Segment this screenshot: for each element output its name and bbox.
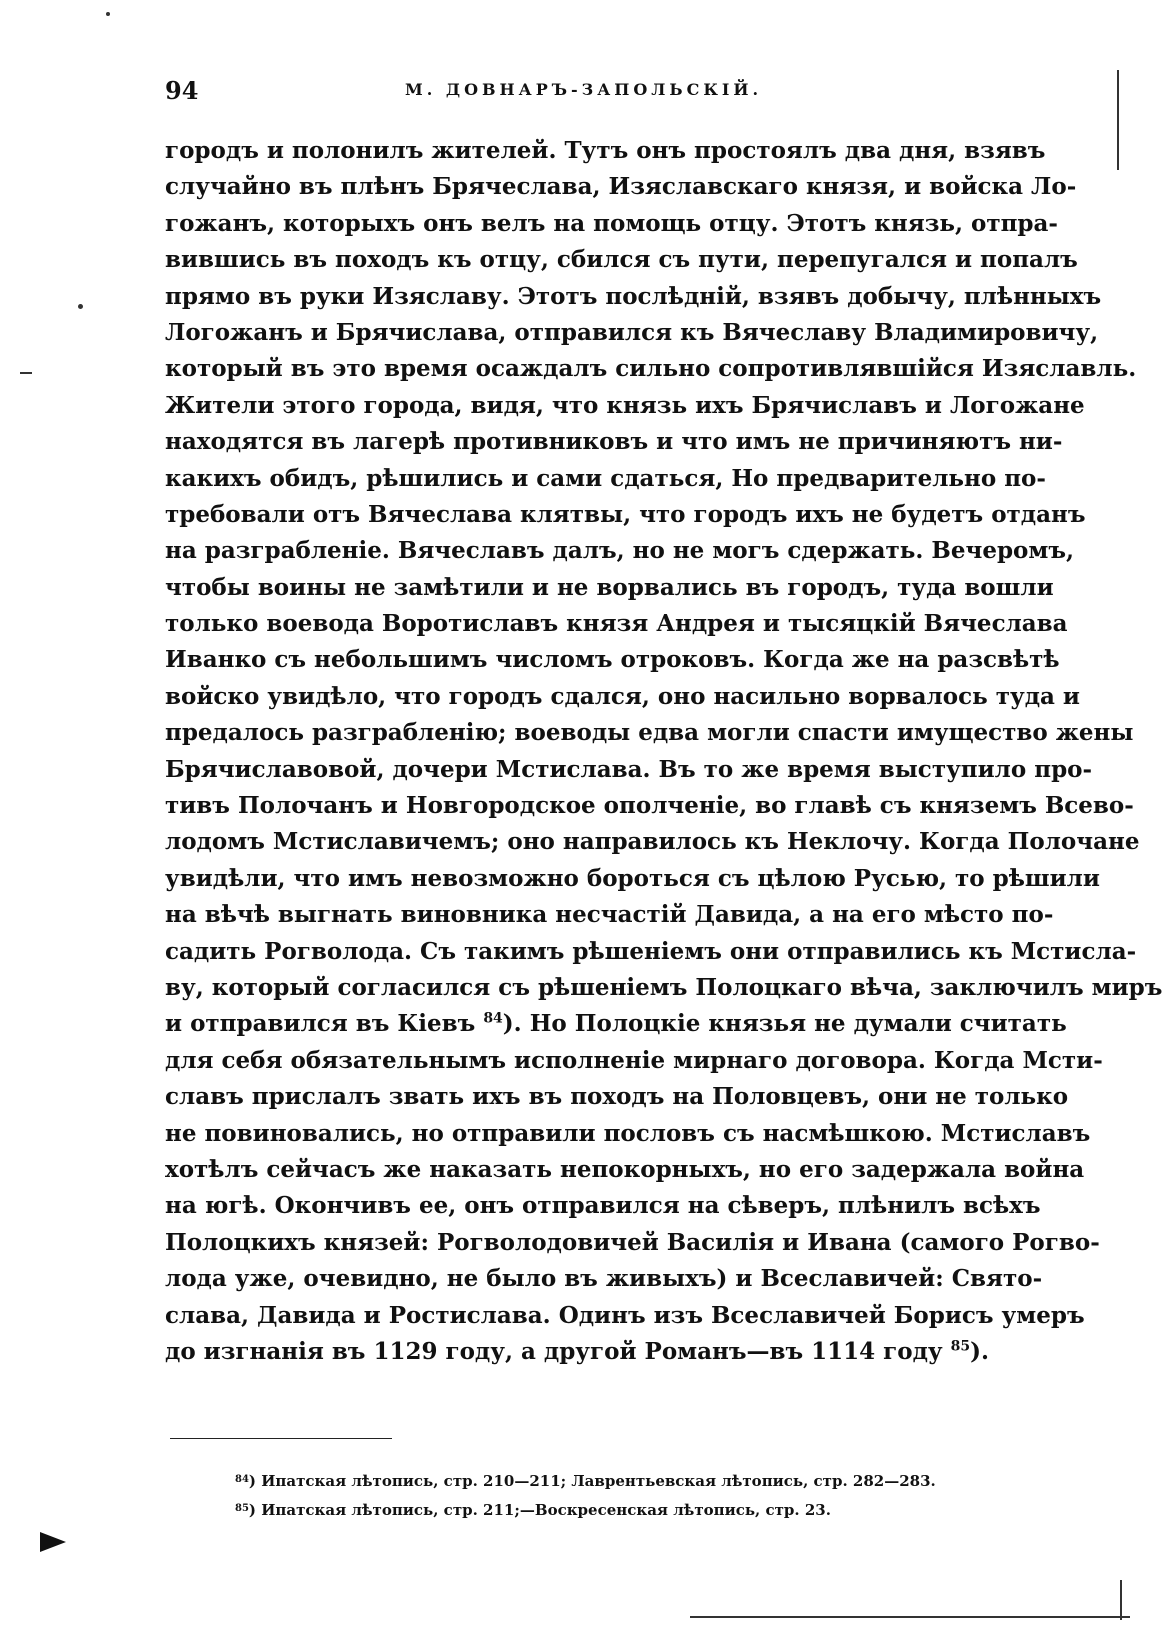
text-line: случайно въ плѣнъ Брячеслава, Изяславскаго князя, и войска Ло- bbox=[165, 173, 1077, 201]
text-line: ву, который согласился съ рѣшенiемъ Полоцкаго вѣча, заключилъ миръ bbox=[165, 973, 1162, 1001]
scan-dot bbox=[106, 12, 110, 16]
text-line: не повиновались, но отправили пословъ съ насмѣшкою. Мстиславъ bbox=[165, 1119, 1091, 1147]
text-line: чтобы воины не замѣтили и не ворвались въ городъ, туда вошли bbox=[165, 573, 1054, 601]
scan-dot bbox=[78, 304, 83, 309]
text-line: находятся въ лагерѣ противниковъ и что имъ не причиняютъ ни- bbox=[165, 428, 1063, 456]
text-line: прямо въ руки Изяславу. Этотъ послѣднiй, взявъ добычу, плѣнныхъ bbox=[165, 282, 1102, 310]
footnote-ref-85: 85 bbox=[950, 1338, 971, 1355]
text-line: для себя обязательнымъ исполненiе мирнаго договора. Когда Мсти- bbox=[165, 1046, 1103, 1074]
footnote-text: ) Ипатская лѣтопись, стр. 210—211; Лаврентьевская лѣтопись, стр. 282—283. bbox=[248, 1472, 936, 1490]
text-line: садить Рогволода. Съ такимъ рѣшенiемъ они отправились къ Мстисла- bbox=[165, 937, 1137, 965]
text-line: Иванко съ небольшимъ числомъ отроковъ. Когда же на разсвѣтѣ bbox=[165, 646, 1060, 674]
scan-margin-line bbox=[1117, 70, 1119, 170]
footnote-divider bbox=[170, 1438, 392, 1439]
text-line-end: ). bbox=[970, 1337, 990, 1365]
text-line: городъ и полонилъ жителей. Тутъ онъ простоялъ два дня, взявъ bbox=[165, 137, 1046, 164]
text-line: на вѣчѣ выгнать виновника несчастiй Давида, а на его мѣсто по- bbox=[165, 901, 1054, 929]
text-line-with-footnote-ref bbox=[165, 1334, 1027, 1370]
text-line-start: и отправился въ Кiевъ bbox=[165, 1010, 476, 1038]
text-line: Брячиславовой, дочери Мстислава. Въ то же время выступило про- bbox=[165, 755, 1093, 783]
footnote-ref-84: 84 bbox=[483, 1010, 503, 1027]
footnote-marker: 84 bbox=[235, 1474, 249, 1485]
text-line: какихъ обидъ, рѣшились и сами сдаться, Но предварительно по- bbox=[165, 464, 1046, 492]
text-line: войско увидѣло, что городъ сдался, оно насильно ворвалось туда и bbox=[165, 682, 1080, 710]
footnotes bbox=[235, 1466, 1015, 1524]
page-turn-arrow-icon bbox=[40, 1532, 66, 1552]
body-text bbox=[165, 133, 1162, 1370]
scan-dash bbox=[20, 372, 32, 374]
text-line: требовали отъ Вячеслава клятвы, что городъ ихъ не будетъ отданъ bbox=[165, 500, 1086, 528]
text-line: предалось разграбленiю; воеводы едва могли спасти имущество жены bbox=[165, 719, 1134, 747]
scan-margin-line bbox=[1120, 1580, 1122, 1620]
text-line: увидѣли, что имъ невозможно бороться съ цѣлою Русью, то рѣшили bbox=[165, 864, 1100, 892]
text-line: хотѣлъ сейчасъ же наказать непокорныхъ, но его задержала война bbox=[165, 1155, 1085, 1183]
text-line: только воевода Воротиславъ князя Андрея и тысяцкiй Вячеслава bbox=[165, 610, 1068, 638]
footnote-text: ) Ипатская лѣтопись, стр. 211;—Воскресенская лѣтопись, стр. 23. bbox=[248, 1501, 831, 1519]
text-line: Полоцкихъ князей: Рогволодовичей Василiя и Ивана (самого Рогво- bbox=[165, 1228, 1100, 1256]
text-line-end: ). Но Полоцкiе князья не думали считать bbox=[502, 1010, 1067, 1038]
text-line: славъ прислалъ звать ихъ въ походъ на Половцевъ, они не только bbox=[165, 1083, 1069, 1111]
footnote-84 bbox=[235, 1466, 1015, 1495]
text-line: на югѣ. Окончивъ ее, онъ отправился на сѣверъ, плѣнилъ всѣхъ bbox=[165, 1192, 1041, 1220]
page-number: 94 bbox=[165, 76, 199, 105]
text-line-with-footnote-ref bbox=[165, 1006, 1067, 1042]
footnote-85 bbox=[235, 1495, 1015, 1524]
text-line: слава, Давида и Ростислава. Одинъ изъ Всеславичей Борисъ умеръ bbox=[165, 1301, 1085, 1329]
text-line: который въ это время осаждалъ сильно сопротивлявшiйся Изяславль. bbox=[165, 355, 1137, 383]
text-line: тивъ Полочанъ и Новгородское ополченiе, во главѣ съ княземъ Всево- bbox=[165, 792, 1134, 820]
text-line: Логожанъ и Брячислава, отправился къ Вячеславу Владимировичу, bbox=[165, 318, 1099, 346]
text-line: Жители этого города, видя, что князь ихъ Брячиславъ и Логожане bbox=[165, 391, 1085, 419]
bottom-edge-rule bbox=[690, 1616, 1130, 1618]
text-line: лодомъ Мстиславичемъ; оно направилось къ Неклочу. Когда Полочане bbox=[165, 828, 1140, 856]
text-line-start: до изгнанiя въ 1129 году, а другой Романъ—въ 1114 году bbox=[165, 1337, 943, 1365]
text-line: на разграбленiе. Вячеславъ далъ, но не могъ сдержать. Вечеромъ, bbox=[165, 537, 1075, 565]
page-header bbox=[165, 76, 1025, 110]
text-line: вившись въ походъ къ отцу, сбился съ пути, перепугался и попалъ bbox=[165, 246, 1078, 274]
running-head: М. ДОВНАРЪ-ЗАПОЛЬСКIЙ. bbox=[405, 80, 763, 99]
text-line: гожанъ, которыхъ онъ велъ на помощь отцу. Этотъ князь, отпра- bbox=[165, 209, 1058, 237]
footnote-marker: 85 bbox=[235, 1503, 249, 1514]
text-line: лода уже, очевидно, не было въ живыхъ) и Всеславичей: Свято- bbox=[165, 1265, 1043, 1293]
